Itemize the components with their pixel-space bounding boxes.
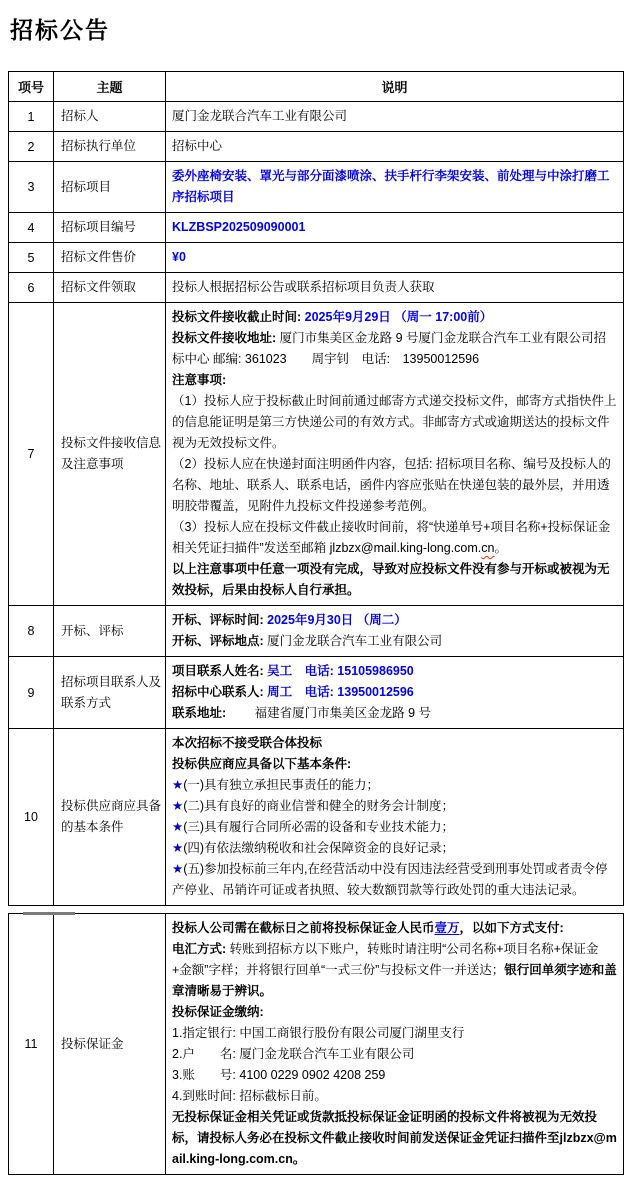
description-line [172,370,618,391]
text-segment: ¥0 [172,250,186,264]
table-split-artifact [23,912,75,915]
text-segment: 厦门金龙联合汽车工业有限公司 [267,634,443,648]
table-row [9,243,624,273]
text-segment: 本次招标不接受联合体投标 [172,736,323,750]
text-segment: 厦门金龙联合汽车工业有限公司 [172,109,348,123]
text-segment: 转账到招标方以下账户，转账时请注明“公司名称+项目名称+保证金+金额”字样；并将银行回单“一式三份”与投标文件一并送达； [172,942,599,977]
deposit-table [8,913,624,1175]
row-item-no: 6 [9,273,54,303]
text-segment: 无投标保证金相关凭证或货款抵投标保证金证明函的投标文件将被视为无效投标，请投标人务必在投标文件截止接收时间前发送保证金凭证扫描件至jlzbzx@mail.king-long.com.cn。 [172,1110,617,1166]
text-segment: 。 [494,541,507,555]
row-description [166,102,624,132]
text-segment: 委外座椅安装、罩光与部分面漆喷涂、扶手杆行李架安装、前处理与中涂打磨工序招标项目 [172,169,610,204]
row-item-no: 3 [9,162,54,213]
text-segment: 投标人公司需在截标日之前将投标保证金人民币 [172,921,435,935]
row-item-no: 7 [9,303,54,606]
description-line [172,838,618,859]
row-topic: 招标文件售价 [54,243,166,273]
row-description [166,729,624,906]
text-segment: 4.到账时间: 招标截标日前。 [172,1089,327,1103]
row-topic: 招标执行单位 [54,132,166,162]
text-segment: （3）投标人应在投标文件截止接收时间前，将“快递单号+项目名称+投标保证金相关凭证扫描件”发送至邮箱 jlzbzx@mail.king-long.com. [172,520,611,555]
row-topic: 招标人 [54,102,166,132]
text-segment: 投标文件接收截止时间: [172,310,305,324]
text-segment: 投标供应商应具备以下基本条件: [172,757,352,771]
table-row [9,162,624,213]
row-description [166,657,624,729]
description-line [172,391,618,454]
description-line [172,517,618,559]
text-segment: （1）投标人应于投标截止时间前通过邮寄方式递交投标文件，邮寄方式指快件上的信息能证明是第三方快递公司的有效方式。非邮寄方式或逾期送达的投标文件视为无效投标文件。 [172,394,617,450]
text-segment: cn [481,541,495,555]
row-item-no: 5 [9,243,54,273]
text-segment: 1.指定银行: 中国工商银行股份有限公司厦门湖里支行 [172,1026,465,1040]
text-segment: 周工 [267,685,305,699]
text-segment: 吴工 [267,664,305,678]
description-line [172,277,618,298]
description-line [172,1065,618,1086]
text-segment: 投标保证金缴纳: [172,1005,264,1019]
description-line [172,217,618,238]
row-description [166,213,624,243]
description-line [172,754,618,775]
description-line [172,106,618,127]
text-segment: 3.账 号: 4100 0229 0902 4208 259 [172,1068,386,1082]
text-segment: (一)具有独立承担民事责任的能力； [183,778,380,792]
text-segment: 投标人根据招标公告或联系招标项目负责人获取 [172,280,435,294]
text-segment: 开标、评标地点: [172,634,268,648]
row-topic: 招标项目编号 [54,213,166,243]
text-segment: （2）投标人应在快递封面注明函件内容，包括: 招标项目名称、编号及投标人的名称、地址、联系人、联系电话，函件内容应张贴在快递包装的最外层，并用透明胶带覆盖，见附件九投标文件投递参考范例。 [172,457,611,513]
description-line [172,166,618,208]
text-segment: 2025年9月29日 （周一 17:00前） [304,310,493,324]
row-item-no: 1 [9,102,54,132]
text-segment: 以上注意事项中任意一项没有完成，导致对应投标文件没有参与开标或被视为无效投标，后果由投标人自行承担。 [172,562,610,597]
description-line [172,682,618,703]
text-segment: (三)具有履行合同所必需的设备和专业技术能力； [183,820,455,834]
row-item-no: 8 [9,606,54,657]
row-item-no: 10 [9,729,54,906]
description-line [172,918,618,939]
text-segment: 联系地址: [172,706,255,720]
text-segment: ★ [172,799,184,813]
text-segment: 福建省厦门市集美区金龙路 9 号 [254,706,432,720]
table-section-gap [8,906,625,913]
text-segment: 招标中心 [172,139,223,153]
row-topic: 招标项目联系人及联系方式 [54,657,166,729]
row-description [166,914,624,1175]
row-description [166,303,624,606]
description-line [172,247,618,268]
description-line [172,703,618,724]
text-segment: (二)具有良好的商业信誉和健全的财务会计制度； [183,799,455,813]
description-line [172,1086,618,1107]
row-item-no: 4 [9,213,54,243]
row-item-no: 9 [9,657,54,729]
table-row [9,606,624,657]
deposit-table-wrap [8,913,625,1175]
table-header-row [9,72,624,102]
description-line [172,859,618,901]
description-line [172,631,618,652]
description-line [172,1107,618,1170]
text-segment: (四)有依法缴纳税收和社会保障资金的良好记录； [183,841,455,855]
table-row [9,729,624,906]
description-line [172,559,618,601]
description-line [172,1002,618,1023]
row-description [166,132,624,162]
table-row [9,132,624,162]
row-topic: 招标文件领取 [54,273,166,303]
table-row [9,273,624,303]
text-segment: 2025年9月30日 （周二） [267,613,407,627]
table-row [9,102,624,132]
table-row [9,213,624,243]
row-description [166,243,624,273]
text-segment: ★ [172,841,184,855]
header-description: 说明 [166,72,624,102]
row-description [166,162,624,213]
tender-notice-table-wrap [8,71,625,1175]
row-topic: 招标项目 [54,162,166,213]
tender-notice-table [8,71,624,906]
text-segment: 项目联系人姓名: [172,664,268,678]
text-segment: KLZBSP202509090001 [172,220,306,234]
row-topic: 投标保证金 [54,914,166,1175]
text-segment: 壹万 [434,921,460,935]
description-line [172,733,618,754]
row-topic: 投标文件接收信息及注意事项 [54,303,166,606]
text-segment: 电话: 13950012596 [304,685,414,699]
text-segment: ★ [172,778,184,792]
text-segment: 注意事项: [172,373,227,387]
text-segment: 2.户 名: 厦门金龙联合汽车工业有限公司 [172,1047,415,1061]
text-segment: 电汇方式: [172,942,230,956]
header-topic: 主题 [54,72,166,102]
text-segment: ★ [172,820,184,834]
description-line [172,775,618,796]
description-line [172,136,618,157]
row-topic: 开标、评标 [54,606,166,657]
table-row [9,303,624,606]
text-segment: 银行回单须字迹和盖章清晰易于辨识。 [172,963,617,998]
description-line [172,610,618,631]
row-topic: 投标供应商应具备的基本条件 [54,729,166,906]
description-line [172,661,618,682]
text-segment: ★ [172,862,184,876]
table-row [9,914,624,1175]
table-row [9,657,624,729]
description-line [172,454,618,517]
text-segment: 开标、评标时间: [172,613,268,627]
row-description [166,273,624,303]
row-description [166,606,624,657]
text-segment: (五)参加投标前三年内,在经营活动中没有因违法经营受到刑事处罚或者责令停产停业、吊销许可证或者执照、较大数额罚款等行政处罚的重大违法记录。 [172,862,608,897]
text-segment: 厦门市集美区金龙路 9 号厦门金龙联合汽车工业有限公司招标中心 邮编: 361023 周宇钊 电话: 13950012596 [172,331,607,366]
description-line [172,328,618,370]
description-line [172,939,618,1002]
description-line [172,307,618,328]
row-item-no: 2 [9,132,54,162]
text-segment: 电话: 15105986950 [304,664,414,678]
text-segment: 招标中心联系人: [172,685,268,699]
description-line [172,1044,618,1065]
row-item-no: 11 [9,914,54,1175]
header-item-no: 项号 [9,72,54,102]
description-line [172,1023,618,1044]
text-segment: 投标文件接收地址: [172,331,280,345]
description-line [172,796,618,817]
page-title: 招标公告 [10,17,110,43]
description-line [172,817,618,838]
text-segment: ，以如下方式支付: [459,921,564,935]
